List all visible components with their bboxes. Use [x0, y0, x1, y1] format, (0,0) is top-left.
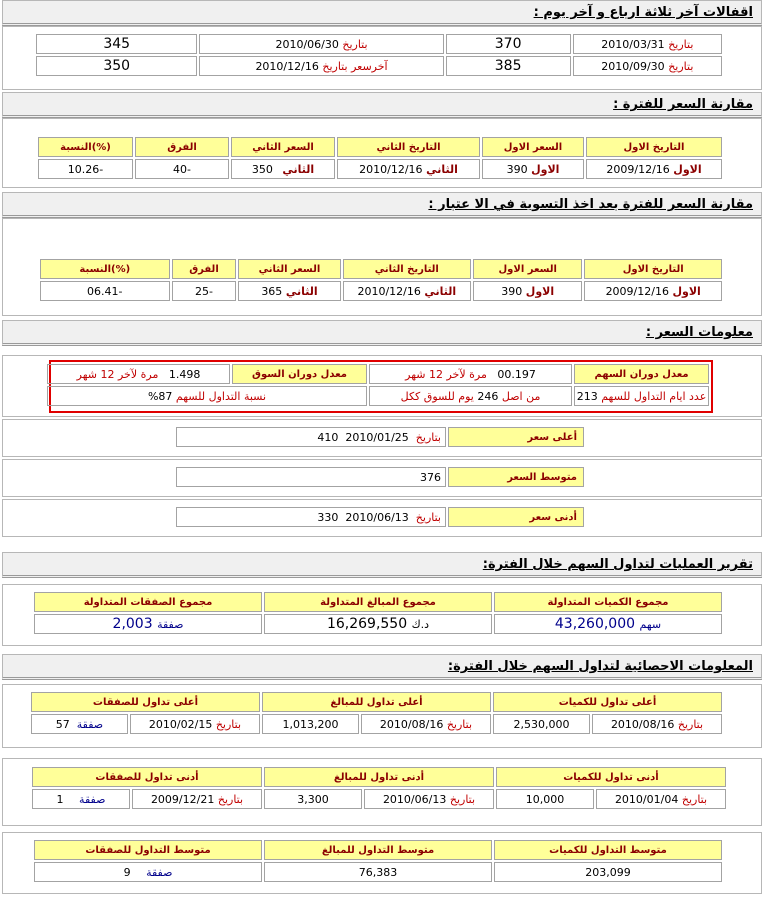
table-row [176, 467, 584, 487]
table-row [31, 714, 722, 734]
section-compare-adj-title: مقارنة السعر للفترة بعد اخذ التسوية في الا عتبار : [428, 197, 753, 212]
table-row [176, 427, 584, 447]
last-price-date-cell: آخرسعر بتاريخ 2010/12/16 [199, 56, 443, 76]
trading-days-cell: عدد ايام التداول للسهم 213 [574, 386, 709, 406]
header-cell: السعر الاول [482, 137, 584, 157]
header-cell: التاريخ الاول [586, 137, 722, 157]
total-qty-cell: سهم 43,260,000 [494, 614, 722, 634]
header-cell: مجموع الكميات المتداولة [494, 592, 722, 612]
table-header-row [34, 840, 722, 860]
diff-cell: -25 [172, 281, 237, 301]
stock-turnover-value: 00.197 مرة لآخر 12 شهر [369, 364, 572, 384]
avg-price-label: متوسط السعر [448, 467, 584, 487]
price2-cell: الثاني 365 [238, 281, 340, 301]
date1-cell: الاول 2009/12/16 [586, 159, 722, 179]
section-compare-title: مقارنة السعر للفترة : [613, 97, 753, 112]
trading-days-total-cell: من اصل 246 يوم للسوق ككل [369, 386, 572, 406]
avg-price-table [174, 465, 586, 489]
section-closing-header [2, 0, 762, 26]
date2-cell: الثاني 2010/12/16 [343, 281, 472, 301]
total-deals-cell: صفقة 2,003 [34, 614, 262, 634]
stats-low-table [30, 765, 728, 811]
header-cell: أعلى تداول للمبالغ [262, 692, 491, 712]
compare-table [36, 135, 724, 181]
header-cell: أدنى تداول للكميات [496, 767, 726, 787]
section-price-info-header [2, 320, 762, 346]
avg-qty-value: 203,099 [494, 862, 722, 882]
compare-adj-table [38, 257, 724, 303]
price2-cell: الثاني 350 [231, 159, 335, 179]
section-compare-adj-header [2, 192, 762, 218]
header-cell: متوسط التداول للكميات [494, 840, 722, 860]
closing-value-cell: 345 [36, 34, 197, 54]
low-qty-value: 10,000 [496, 789, 594, 809]
high-price-box [2, 419, 762, 457]
header-cell: أعلى تداول للكميات [493, 692, 722, 712]
table-header-row [31, 692, 722, 712]
header-cell: السعر الاول [473, 259, 582, 279]
header-cell: السعر الثاني [231, 137, 335, 157]
price1-cell: الاول 390 [473, 281, 582, 301]
avg-price-value: 376 [176, 467, 446, 487]
header-cell: أدنى تداول للصفقات [32, 767, 262, 787]
low-price-box [2, 499, 762, 537]
header-cell: السعر الثاني [238, 259, 340, 279]
low-amt-value: 3,300 [264, 789, 362, 809]
high-price-label: أعلى سعر [448, 427, 584, 447]
stock-turnover-label: معدل دوران السهم [574, 364, 709, 384]
header-cell: مجموع الصفقات المتداولة [34, 592, 262, 612]
header-cell: مجموع المبالغ المتداولة [264, 592, 492, 612]
section-compare-header [2, 92, 762, 118]
diff-cell: -40 [135, 159, 229, 179]
header-cell: التاريخ الاول [584, 259, 722, 279]
header-cell: الفرق [172, 259, 237, 279]
header-cell: أعلى تداول للصفقات [31, 692, 260, 712]
low-deal-date: بتاريخ 2009/12/21 [132, 789, 262, 809]
closing-box [2, 26, 762, 90]
low-deal-value: صفقة 1 [32, 789, 130, 809]
header-cell: أدنى تداول للمبالغ [264, 767, 494, 787]
header-cell: متوسط التداول للصفقات [34, 840, 262, 860]
table-row [176, 507, 584, 527]
low-amt-date: بتاريخ 2010/06/13 [364, 789, 494, 809]
trading-ratio-cell: نسبة التداول للسهم 87% [47, 386, 367, 406]
section-closing-title: اقفالات آخر ثلاثة ارباع و آخر يوم : [533, 5, 753, 20]
avg-deal-value: صفقة 9 [34, 862, 262, 882]
header-cell: متوسط التداول للمبالغ [264, 840, 492, 860]
section-price-info-title: معلومات السعر : [645, 325, 753, 340]
stats-high-box [2, 684, 762, 748]
table-row [34, 614, 722, 634]
high-amt-date: بتاريخ 2010/08/16 [361, 714, 491, 734]
turnover-highlight [49, 360, 713, 413]
header-cell: (%)النسبة [38, 137, 133, 157]
avg-price-box [2, 459, 762, 497]
low-price-label: أدنى سعر [448, 507, 584, 527]
stats-high-table [29, 690, 724, 736]
low-price-value: بتاريخ 2010/06/13 330 [176, 507, 446, 527]
table-row [40, 281, 722, 301]
closing-date-cell: بتاريخ 2010/03/31 [573, 34, 722, 54]
pct-cell: -10.26 [38, 159, 133, 179]
closing-value-cell: 370 [446, 34, 571, 54]
high-qty-value: 2,530,000 [493, 714, 590, 734]
pct-cell: -06.41 [40, 281, 170, 301]
date2-cell: الثاني 2010/12/16 [337, 159, 480, 179]
section-stats-title: المعلومات الاحصائية لتداول السهم خلال الفترة: [447, 659, 753, 674]
turnover-table [45, 362, 711, 408]
low-qty-date: بتاريخ 2010/01/04 [596, 789, 726, 809]
header-cell: الفرق [135, 137, 229, 157]
compare-box [2, 118, 762, 188]
header-cell: (%)النسبة [40, 259, 170, 279]
table-row [36, 34, 722, 54]
closing-date-cell: بتاريخ 2010/09/30 [573, 56, 722, 76]
section-ops-header [2, 552, 762, 578]
high-amt-value: 1,013,200 [262, 714, 359, 734]
stats-low-box [2, 758, 762, 826]
market-turnover-value: 1.498 مرة لآخر 12 شهر [47, 364, 230, 384]
header-cell: التاريخ الثاني [343, 259, 472, 279]
stats-avg-box [2, 832, 762, 894]
compare-adj-box [2, 218, 762, 316]
closing-table [34, 32, 724, 78]
table-header-row [38, 137, 722, 157]
table-row [36, 56, 722, 76]
date1-cell: الاول 2009/12/16 [584, 281, 722, 301]
header-cell: التاريخ الثاني [337, 137, 480, 157]
table-row [32, 789, 726, 809]
table-header-row [34, 592, 722, 612]
closing-value-cell: 350 [36, 56, 197, 76]
table-row [38, 159, 722, 179]
stats-avg-table [32, 838, 724, 884]
closing-value-cell: 385 [446, 56, 571, 76]
total-amount-cell: د.ك 16,269,550 [264, 614, 492, 634]
closing-date-cell: بتاريخ 2010/06/30 [199, 34, 443, 54]
market-turnover-label: معدل دوران السوق [232, 364, 367, 384]
ops-box [2, 584, 762, 646]
table-header-row [32, 767, 726, 787]
high-qty-date: بتاريخ 2010/08/16 [592, 714, 722, 734]
table-row [47, 386, 709, 406]
avg-amt-value: 76,383 [264, 862, 492, 882]
table-header-row [40, 259, 722, 279]
high-price-value: بتاريخ 2010/01/25 410 [176, 427, 446, 447]
high-price-table [174, 425, 586, 449]
section-stats-header [2, 654, 762, 680]
high-deal-value: صفقة 57 [31, 714, 128, 734]
table-row [47, 364, 709, 384]
high-deal-date: بتاريخ 2010/02/15 [130, 714, 260, 734]
price1-cell: الاول 390 [482, 159, 584, 179]
table-row [34, 862, 722, 882]
low-price-table [174, 505, 586, 529]
turnover-box [2, 355, 762, 417]
ops-table [32, 590, 724, 636]
section-ops-title: تقرير العمليات لتداول السهم خلال الفترة: [482, 557, 753, 572]
